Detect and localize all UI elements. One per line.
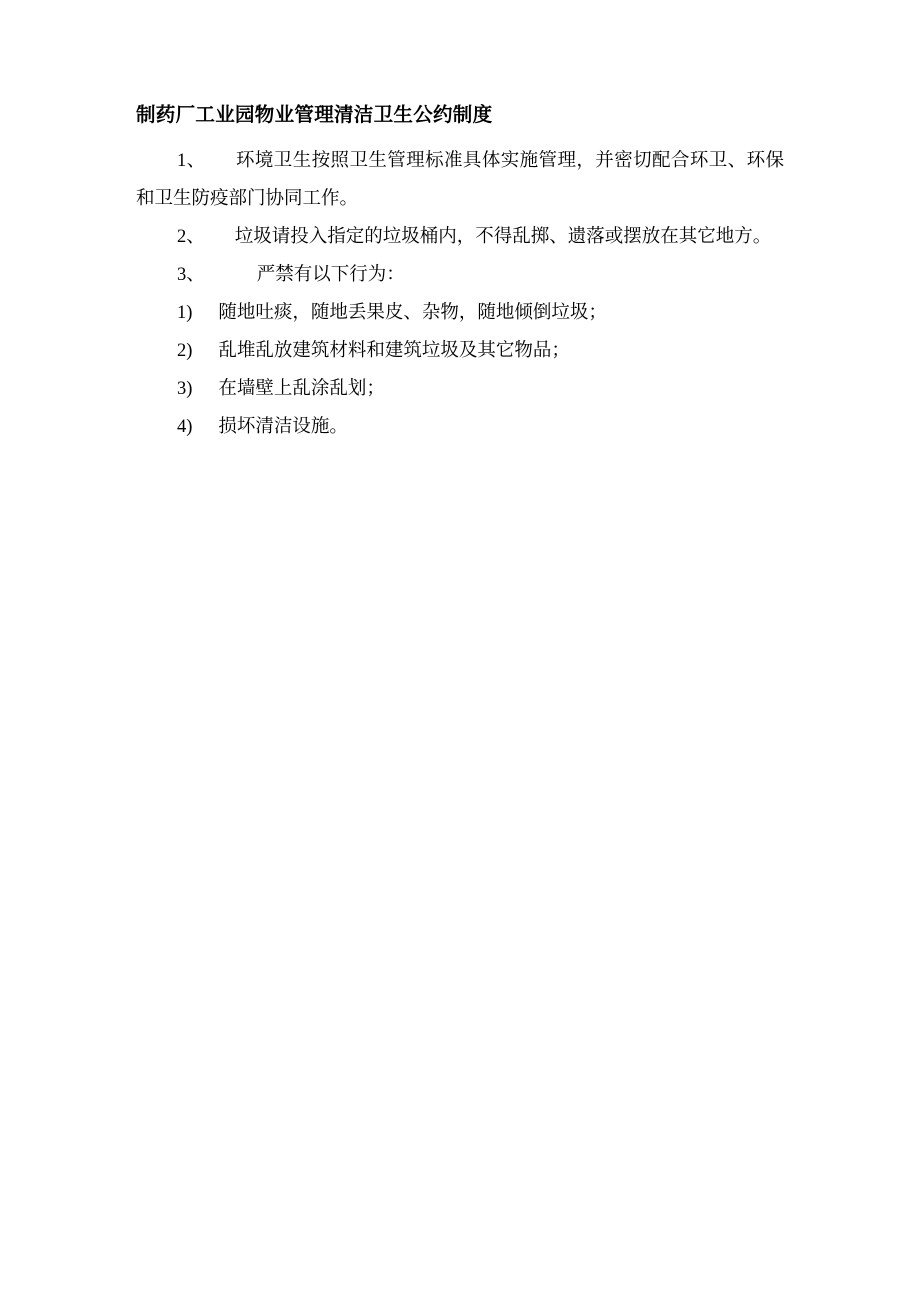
list-item-marker: 4) bbox=[177, 417, 193, 437]
paragraph-2-marker: 2、 bbox=[177, 227, 205, 247]
list-item-marker: 3) bbox=[177, 379, 193, 399]
list-item bbox=[136, 332, 784, 370]
list-item-marker: 2) bbox=[177, 341, 193, 361]
paragraph-2 bbox=[136, 218, 784, 256]
list-item-text: 损坏清洁设施。 bbox=[218, 417, 348, 437]
page-title: 制药厂工业园物业管理清洁卫生公约制度 bbox=[136, 103, 493, 126]
list-item bbox=[136, 294, 784, 332]
paragraph-2-text: 垃圾请投入指定的垃圾桶内，不得乱掷、遗落或摆放在其它地方。 bbox=[234, 227, 772, 247]
paragraph-3-marker: 3、 bbox=[177, 265, 205, 285]
list-item-text: 乱堆乱放建筑材料和建筑垃圾及其它物品； bbox=[218, 341, 570, 361]
paragraph-3-text: 严禁有以下行为： bbox=[256, 265, 405, 285]
list-item-text: 随地吐痰，随地丢果皮、杂物，随地倾倒垃圾； bbox=[218, 303, 607, 323]
paragraph-1-text: 环境卫生按照卫生管理标准具体实施管理，并密切配合环卫、环保和卫生防疫部门协同工作。 bbox=[136, 151, 784, 209]
list-item-marker: 1) bbox=[177, 303, 193, 323]
paragraph-1-marker: 1、 bbox=[177, 151, 206, 171]
list-item bbox=[136, 370, 784, 408]
paragraph-1 bbox=[136, 142, 784, 218]
paragraph-3 bbox=[136, 256, 784, 294]
list-item-text: 在墙壁上乱涂乱划； bbox=[218, 379, 385, 399]
list-item bbox=[136, 408, 784, 446]
